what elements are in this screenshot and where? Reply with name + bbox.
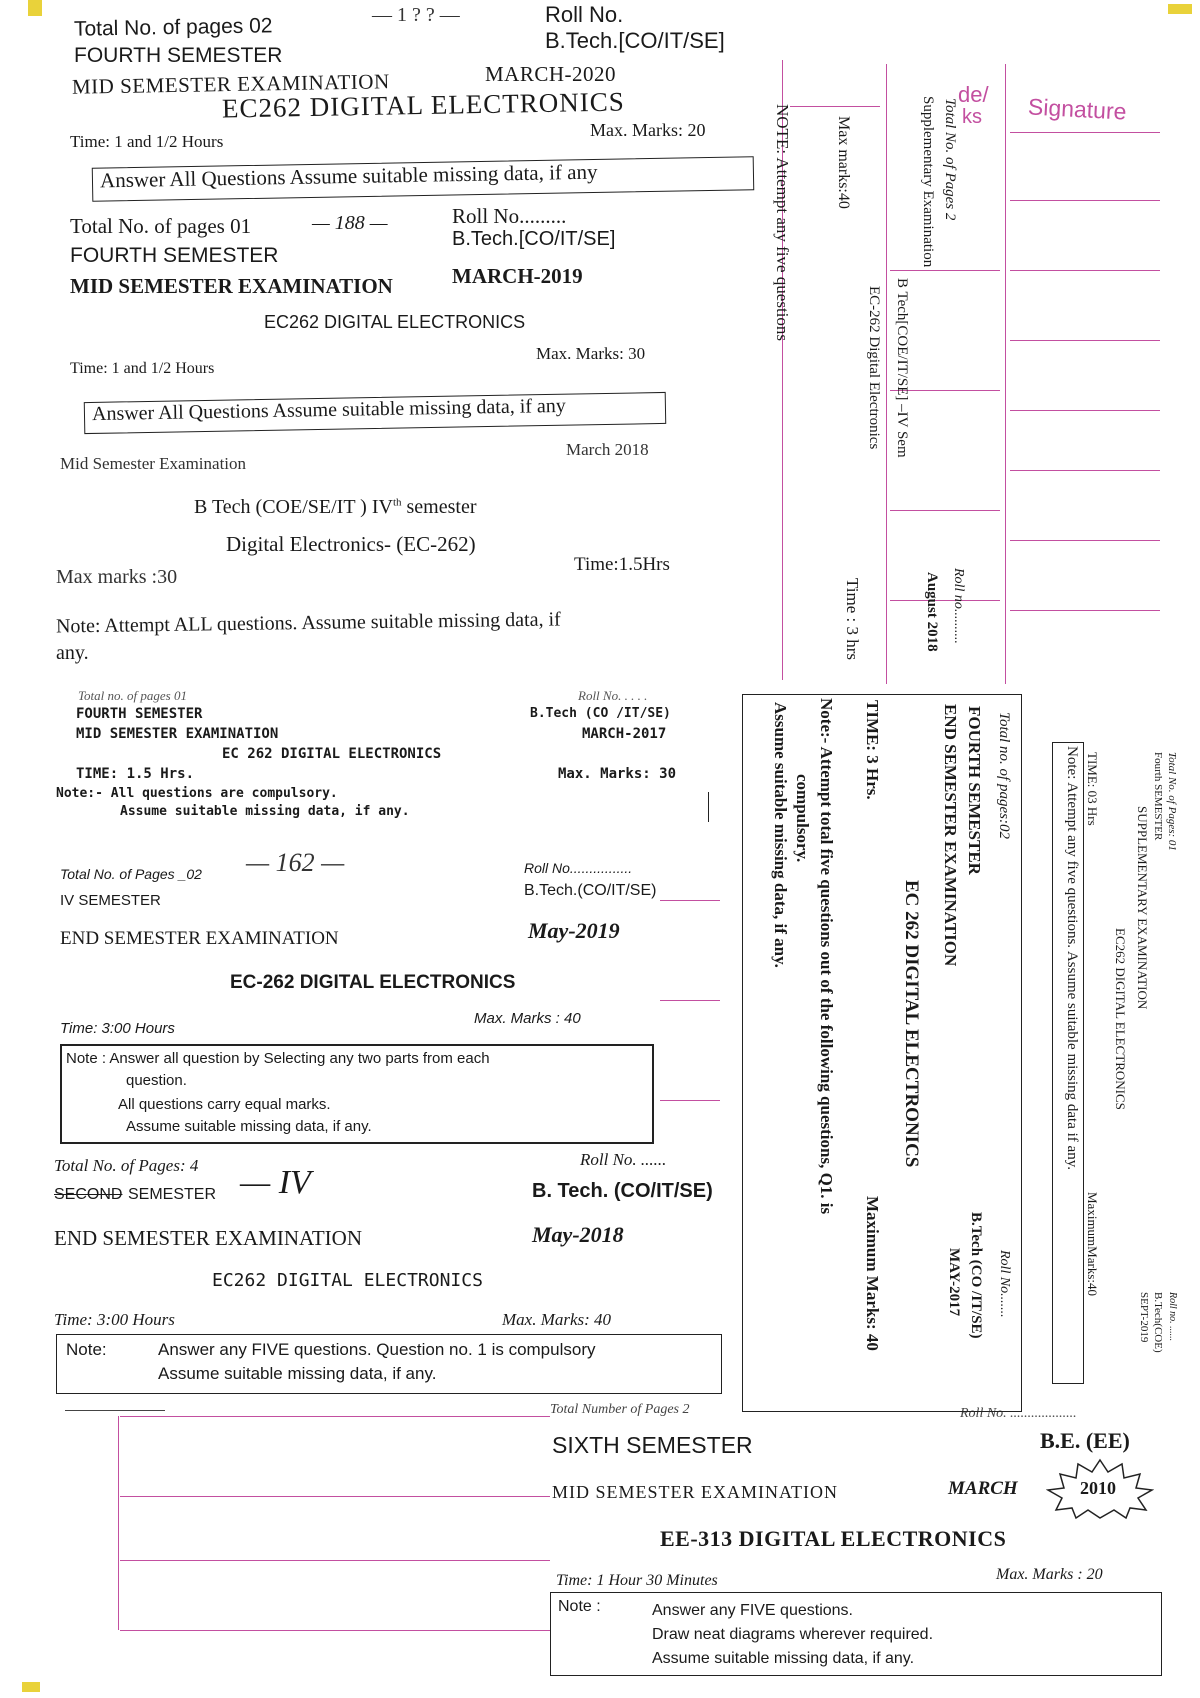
total-pages: Total No. of Pages: 01: [1166, 752, 1178, 851]
handwritten-code: — 1 ? ? —: [372, 4, 460, 26]
exam-title: MID SEMESTER EXAMINATION: [552, 1482, 838, 1502]
course-title: EC-262 DIGITAL ELECTRONICS: [230, 972, 516, 993]
semester: SEMESTER: [128, 1186, 217, 1203]
session: MAY-2017: [946, 1248, 962, 1317]
exam-title: MID SEMESTER EXAMINATION: [76, 726, 279, 742]
max-marks: Max. Marks: 40: [502, 1310, 612, 1329]
note-line-2: any.: [56, 642, 89, 664]
max-marks: Max. Marks: 30: [558, 766, 677, 782]
semester: IV SEMESTER: [60, 892, 161, 909]
exam-title: END SEMESTER EXAMINATION: [60, 928, 339, 949]
roll-no: Roll No. ...................: [960, 1406, 1077, 1421]
max-marks: Max marks:40: [835, 116, 852, 209]
max-marks: Max marks :30: [56, 566, 178, 588]
semester: FOURTH SEMESTER: [965, 706, 984, 875]
program-tail: semester: [401, 496, 477, 518]
program: B Tech[COE/IT/SE] –IV Sem: [894, 278, 910, 458]
course-title: EC-262 Digital Electronics: [866, 286, 882, 450]
program: [194, 496, 477, 519]
program: B.Tech.[CO/IT/SE]: [452, 228, 616, 250]
instructions: Answer All Questions Assume suitable missing data, if any: [91, 394, 567, 426]
note-line-1: Answer any FIVE questions. Question no. 1 is compulsory: [158, 1340, 596, 1359]
time: TIME: 03 Hrs: [1085, 752, 1100, 826]
session: MARCH-2017: [582, 726, 667, 742]
max-marks: Max. Marks : 20: [996, 1566, 1103, 1583]
course-title: EC 262 DIGITAL ELECTRONICS: [901, 880, 922, 1168]
course-title: EC262 DIGITAL ELECTRONICS: [1113, 928, 1128, 1110]
note-line-3: Assume suitable missing data, if any.: [771, 702, 790, 968]
total-pages: Total no. of pages:02: [996, 712, 1012, 839]
time: Time: 1 Hour 30 Minutes: [556, 1572, 718, 1589]
note-line-1: Note : Answer all question by Selecting any two parts from each: [66, 1050, 490, 1067]
session: August 2018: [924, 572, 940, 652]
course-title: EC262 DIGITAL ELECTRONICS: [212, 1270, 483, 1291]
corner-mark-top-left: [28, 0, 42, 16]
program: B.E. (EE): [1040, 1428, 1130, 1453]
exam-title: Supplementary Examination: [920, 96, 936, 268]
note-line-2: Draw neat diagrams wherever required.: [652, 1626, 934, 1643]
exam-title: MID SEMESTER EXAMINATION: [71, 69, 390, 99]
program-superscript: th: [392, 496, 402, 509]
session-month: MARCH: [948, 1478, 1018, 1499]
semester: FOURTH SEMESTER: [74, 44, 283, 67]
note-line-2: compulsory.: [793, 774, 812, 863]
exam-title: Mid Semester Examination: [60, 454, 247, 473]
note-line-1: Answer any FIVE questions.: [652, 1602, 853, 1619]
program: B.Tech (CO /IT/SE): [530, 706, 671, 721]
total-pages: Total No. of pages 02: [73, 14, 273, 41]
note: Note: Attempt any five questions. Assume suitable missing data if any.: [1064, 746, 1080, 1170]
max-marks: Max. Marks: 20: [590, 120, 706, 140]
max-marks: MaximumMarks:40: [1085, 1192, 1100, 1296]
session: May-2018: [532, 1222, 624, 1247]
course-title: EC 262 DIGITAL ELECTRONICS: [222, 746, 442, 762]
roll-no: Roll No................: [524, 860, 633, 876]
total-pages: Total Number of Pages 2: [550, 1402, 690, 1417]
signature-label: Signature: [1027, 93, 1128, 125]
time: Time: 1 and 1/2 Hours: [70, 360, 215, 377]
note-line-2: Assume suitable missing data, if any.: [120, 804, 410, 819]
total-pages: Total No. of Pages 2: [942, 98, 958, 221]
program: B.Tech.[CO/IT/SE]: [545, 28, 725, 53]
total-pages: Total No. of pages 01: [70, 214, 252, 238]
roll-no: Roll No.........: [452, 204, 567, 228]
roll-no: Roll No.: [545, 2, 624, 27]
session: SEPT-2019: [1138, 1292, 1150, 1343]
time: Time : 3 hrs: [843, 578, 862, 661]
note-line-2: question.: [126, 1072, 187, 1089]
exam-title: SUPPLEMENTARY EXAMINATION: [1135, 806, 1150, 1010]
session-year: 2010: [1080, 1478, 1116, 1498]
semester: Fourth SEMESTER: [1152, 752, 1164, 841]
note-label: Note :: [558, 1598, 601, 1615]
note-line-3: Assume suitable missing data, if any.: [652, 1650, 915, 1667]
time: TIME: 3 Hrs.: [863, 700, 882, 800]
corner-mark-top-right: [1168, 4, 1192, 14]
semester-struck: SECOND: [54, 1186, 123, 1203]
program-text: B Tech (COE/SE/IT ) IV: [194, 496, 393, 518]
course-title: EC262 DIGITAL ELECTRONICS: [221, 86, 626, 124]
course-title: EE-313 DIGITAL ELECTRONICS: [660, 1526, 1007, 1551]
roll-no: Roll No. . . . .: [578, 688, 648, 703]
total-pages: Total No. of Pages _02: [60, 866, 202, 882]
session: March 2018: [566, 440, 649, 459]
exam-title: MID SEMESTER EXAMINATION: [70, 274, 393, 298]
note-line-3: All questions carry equal marks.: [118, 1096, 331, 1113]
handwritten-code: — 162 —: [246, 848, 345, 877]
semester: SIXTH SEMESTER: [552, 1432, 753, 1458]
course-title: EC262 DIGITAL ELECTRONICS: [264, 312, 526, 332]
max-marks: Maximum Marks: 40: [863, 1196, 882, 1351]
code-fragment-2: ks: [962, 106, 982, 128]
corner-mark-bottom-left: [22, 1682, 40, 1692]
note-line-2: Assume suitable missing data, if any.: [158, 1364, 437, 1383]
program: B. Tech. (CO/IT/SE): [532, 1180, 713, 1202]
program: B.Tech.(CO/IT/SE): [524, 882, 657, 899]
session: May-2019: [528, 918, 620, 943]
instructions: Answer All Questions Assume suitable missing data, if any: [99, 159, 598, 193]
max-marks: Max. Marks : 40: [474, 1010, 581, 1027]
time: Time:1.5Hrs: [574, 554, 670, 575]
exam-title: END SEMESTER EXAMINATION: [54, 1226, 362, 1250]
divider: [708, 792, 709, 822]
time: Time: 3:00 Hours: [60, 1020, 175, 1037]
code-fragment: de/: [958, 82, 989, 107]
handwritten-semester: — IV: [240, 1164, 311, 1201]
handwritten-code: — 188 —: [312, 212, 388, 234]
total-pages: Total no. of pages 01: [78, 688, 187, 703]
roll-no: Roll no..........: [951, 568, 966, 644]
roll-no: Roll No.......: [997, 1250, 1012, 1318]
note-line-1: Note:- All questions are compulsory.: [56, 786, 338, 801]
note-line-1: Note: Attempt ALL questions. Assume suitable missing data, if: [55, 608, 561, 638]
course-title: Digital Electronics- (EC-262): [226, 532, 476, 556]
note-line-4: Assume suitable missing data, if any.: [126, 1118, 372, 1135]
time: Time: 1 and 1/2 Hours: [70, 132, 224, 151]
time: Time: 3:00 Hours: [54, 1310, 175, 1329]
max-marks: Max. Marks: 30: [536, 344, 646, 363]
note-line-1: Note:- Attempt total five questions out of the following questions, Q1. is: [817, 698, 836, 1215]
session: MARCH-2019: [452, 264, 583, 288]
semester: FOURTH SEMESTER: [76, 706, 203, 722]
program: B.Tech(COE): [1152, 1292, 1164, 1353]
total-pages: Total No. of Pages: 4: [54, 1156, 199, 1175]
note-label: Note:: [66, 1340, 107, 1359]
semester: FOURTH SEMESTER: [70, 244, 279, 267]
program: B.Tech (CO /IT/SE): [968, 1212, 984, 1339]
roll-no: Roll No. ......: [580, 1150, 667, 1169]
time: TIME: 1.5 Hrs.: [76, 766, 195, 782]
note: NOTE: Attempt any five questions: [773, 104, 792, 342]
exam-title: END SEMESTER EXAMINATION: [941, 704, 960, 967]
session: MARCH-2020: [485, 62, 617, 86]
roll-no: Roll no. ......: [1167, 1292, 1178, 1342]
